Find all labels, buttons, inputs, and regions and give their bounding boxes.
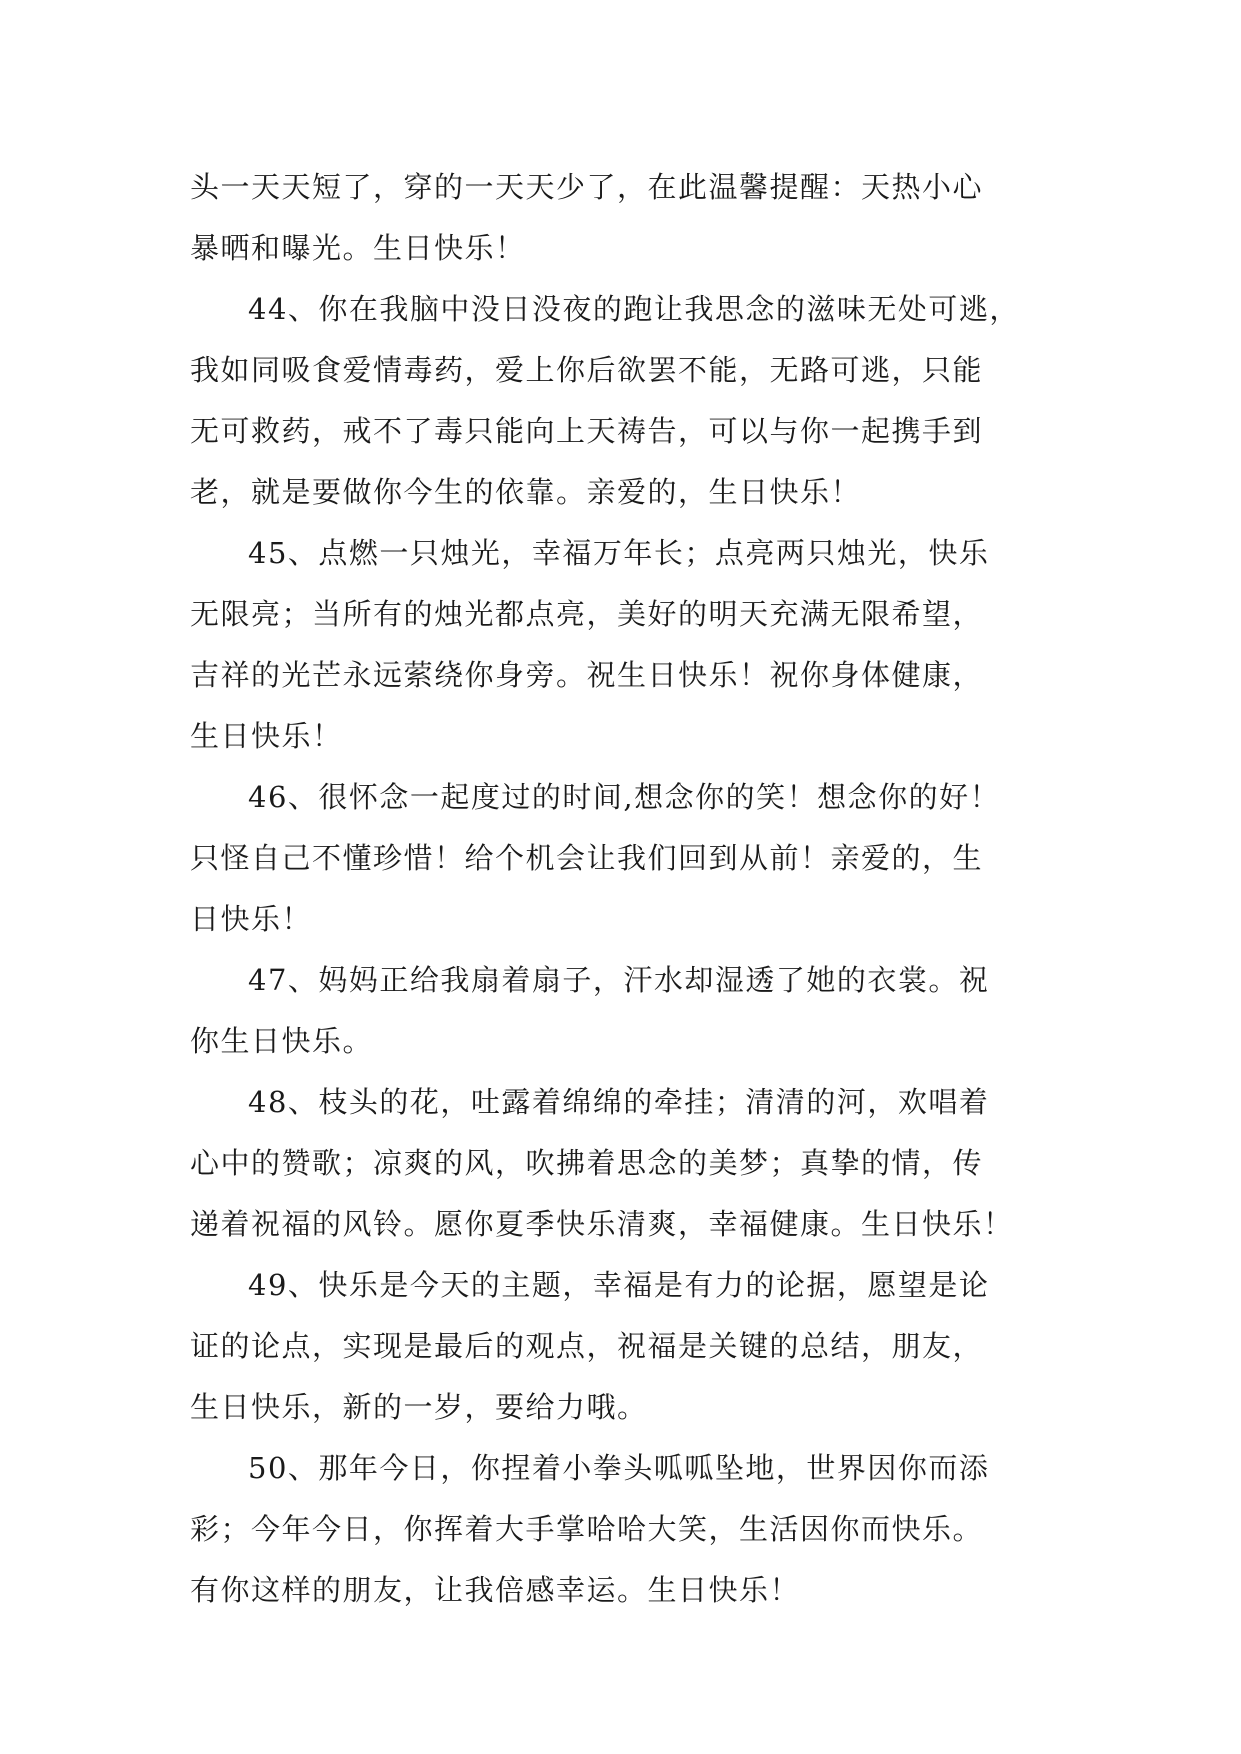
text-line: 48、枝头的花，吐露着绵绵的牵挂；清清的河，欢唱着 (248, 1085, 990, 1119)
text-line: 45、点燃一只烛光，幸福万年长；点亮两只烛光，快乐 (248, 536, 990, 570)
text-line: 50、那年今日，你捏着小拳头呱呱坠地，世界因你而添 (248, 1451, 990, 1485)
text-line: 47、妈妈正给我扇着扇子，汗水却湿透了她的衣裳。祝 (248, 963, 990, 997)
text-line: 暴晒和曝光。生日快乐！ (190, 231, 526, 265)
text-line: 44、你在我脑中没日没夜的跑让我思念的滋味无处可逃， (248, 292, 1020, 326)
text-line: 你生日快乐。 (190, 1024, 374, 1058)
text-line: 无限亮；当所有的烛光都点亮，美好的明天充满无限希望， (190, 597, 984, 631)
text-line: 生日快乐，新的一岁，要给力哦。 (190, 1390, 648, 1424)
text-line: 46、很怀念一起度过的时间,想念你的笑！想念你的好！ (248, 780, 1001, 814)
text-line: 老，就是要做你今生的依靠。亲爱的，生日快乐！ (190, 475, 862, 509)
text-line: 日快乐！ (190, 902, 313, 936)
text-line: 彩；今年今日，你挥着大手掌哈哈大笑，生活因你而快乐。 (190, 1512, 984, 1546)
text-line: 证的论点，实现是最后的观点，祝福是关键的总结，朋友， (190, 1329, 984, 1363)
text-line: 只怪自己不懂珍惜！给个机会让我们回到从前！亲爱的，生 (190, 841, 984, 875)
text-line: 无可救药，戒不了毒只能向上天祷告，可以与你一起携手到 (190, 414, 984, 448)
text-line: 我如同吸食爱情毒药，爱上你后欲罢不能，无路可逃，只能 (190, 353, 984, 387)
text-line: 49、快乐是今天的主题，幸福是有力的论据，愿望是论 (248, 1268, 990, 1302)
text-line: 有你这样的朋友，让我倍感幸运。生日快乐！ (190, 1573, 801, 1607)
text-line: 递着祝福的风铃。愿你夏季快乐清爽，幸福健康。生日快乐！ (190, 1207, 1014, 1241)
text-line: 吉祥的光芒永远萦绕你身旁。祝生日快乐！祝你身体健康， (190, 658, 984, 692)
text-line: 心中的赞歌；凉爽的风，吹拂着思念的美梦；真挚的情，传 (190, 1146, 984, 1180)
document-body (190, 157, 1090, 1621)
text-line: 生日快乐！ (190, 719, 343, 753)
text-line: 头一天天短了，穿的一天天少了，在此温馨提醒：天热小心 (190, 170, 984, 204)
